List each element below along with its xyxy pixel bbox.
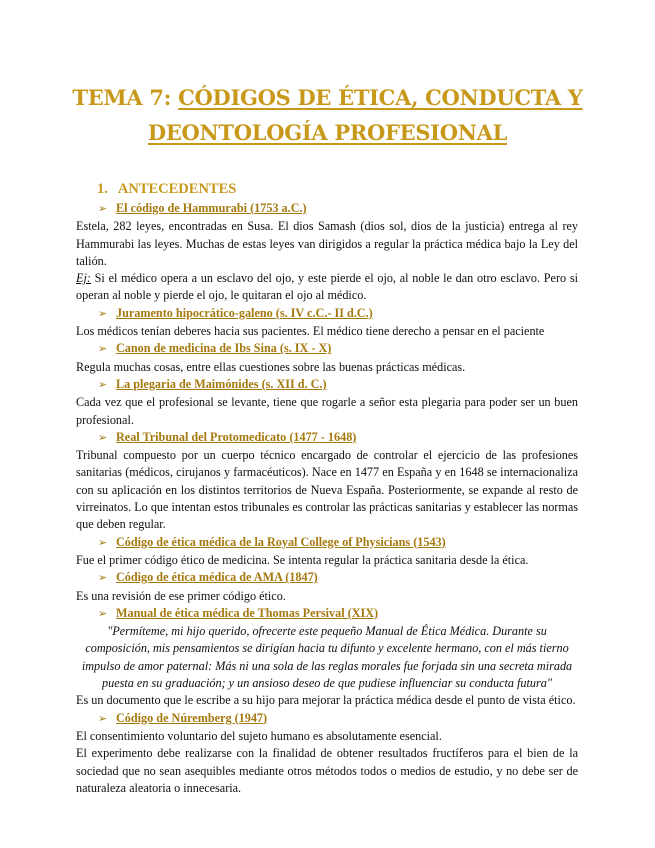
arrow-bullet-icon: ➢ — [98, 378, 108, 391]
quote-paragraph: "Permíteme, mi hijo querido, ofrecerte este pequeño Manual de Ética Médica. Durante su composición, mis pensamientos se dirigían hacia tu difunto y excelente hermano, con el más tierno impulso de amor paternal: Más ni una sola de las reglas morales fue forjada sin una secreta mirada puesta en su graduación; y un ansioso deseo de que pudiese influenciar su conducta futura" — [81, 624, 573, 691]
paragraph: Regula muchas cosas, entre ellas cuestiones sobre las buenas prácticas médicas. — [76, 359, 466, 374]
subheading-juramento — [76, 305, 578, 323]
arrow-bullet-icon: ➢ — [98, 431, 108, 444]
paragraph: Cada vez que el profesional se levante, tiene que rogarle a señor esta plegaria para poder ser un buen profesional. — [76, 395, 578, 427]
document-title — [60, 80, 595, 150]
subheading-text: La plegaria de Maimónides (s. XII d. C.) — [116, 376, 327, 391]
arrow-bullet-icon: ➢ — [98, 536, 108, 549]
subheading-persival — [76, 605, 578, 623]
title-prefix: TEMA 7: — [72, 85, 179, 110]
arrow-bullet-icon: ➢ — [98, 712, 108, 725]
subheading-hammurabi — [76, 200, 578, 218]
subheading-nuremberg — [76, 710, 578, 728]
paragraph: Estela, 282 leyes, encontradas en Susa. El dios Samash (dios sol, dios de la justicia) entrega al rey Hammurabi las leyes. Muchas de estas leyes van dirigidos a regular la práctica médica bajo la Ley del talión. — [76, 219, 578, 268]
subheading-royal-college — [76, 534, 578, 552]
subheading-plegaria — [76, 376, 578, 394]
title-main-line-2: DEONTOLOGÍA PROFESIONAL — [147, 120, 508, 145]
paragraph: Fue el primer código ético de medicina. Se intenta regular la práctica sanitaria desde la ética. — [76, 552, 529, 567]
section-heading — [97, 181, 236, 198]
section-label: ANTECEDENTES — [117, 181, 237, 197]
example-text: Si el médico opera a un esclavo del ojo, y este pierde el ojo, al noble le dan otro esclavo. Pero si operan al noble y pierde el ojo, le quitaran el ojo al médico. — [76, 271, 578, 303]
subheading-ama — [76, 569, 578, 587]
arrow-bullet-icon: ➢ — [98, 607, 108, 620]
paragraph: Es un documento que le escribe a su hijo para mejorar la práctica médica desde el punto de vista ético. — [76, 693, 576, 708]
paragraph: Es una revisión de ese primer código ético. — [76, 588, 286, 603]
arrow-bullet-icon: ➢ — [98, 343, 108, 356]
subheading-text: Código de ética médica de la Royal College of Physicians (1543) — [116, 534, 446, 549]
section-number: 1. — [97, 181, 108, 197]
title-line-1 — [60, 80, 595, 115]
subheading-protomedicato — [76, 429, 578, 447]
arrow-bullet-icon: ➢ — [98, 572, 108, 585]
paragraph: Los médicos tenían deberes hacia sus pacientes. El médico tiene derecho a pensar en el paciente — [76, 324, 545, 339]
title-line-2 — [60, 115, 595, 150]
example-label: Ej: — [76, 271, 91, 286]
subheading-text: Código de ética médica de AMA (1847) — [116, 570, 318, 585]
title-main-line-1: CÓDIGOS DE ÉTICA, CONDUCTA Y — [178, 85, 583, 110]
subheading-text: Juramento hipocrático-galeno (s. IV c.C.- II d.C.) — [116, 305, 373, 320]
arrow-bullet-icon: ➢ — [98, 203, 108, 215]
subheading-canon — [76, 340, 578, 358]
paragraph: El consentimiento voluntario del sujeto humano es absolutamente esencial. — [76, 728, 442, 743]
section-content — [76, 200, 578, 797]
paragraph: Tribunal compuesto por un cuerpo técnico encargado de controlar el ejercicio de las profesiones sanitarias (médicos, cirujanos y farmacéuticos). Nace en 1477 en España y en 1648 se internacionaliza con su aplicación en los distintos territorios de Nueva España. Posteriormente, se expande al resto de virreinatos. Lo que intentan estos tribunales es controlar las prácticas sanitarias y establecer las normas que deben regular. — [76, 448, 578, 532]
subheading-text: Manual de ética médica de Thomas Persival (XIX) — [116, 605, 379, 620]
subheading-text: Real Tribunal del Protomedicato (1477 - 1648) — [116, 429, 357, 444]
subheading-text: El código de Hammurabi (1753 a.C.) — [116, 201, 307, 215]
paragraph: El experimento debe realizarse con la finalidad de obtener resultados fructíferos para el bien de la sociedad que no sean asequibles mediante otros métodos todos o medios de estudio, y no debe ser de naturaleza aleatoria o innecesaria. — [76, 746, 578, 795]
arrow-bullet-icon: ➢ — [98, 307, 108, 320]
example-paragraph — [76, 270, 578, 305]
subheading-text: Código de Núremberg (1947) — [116, 710, 268, 725]
subheading-text: Canon de medicina de Ibs Sina (s. IX - X) — [116, 341, 332, 356]
